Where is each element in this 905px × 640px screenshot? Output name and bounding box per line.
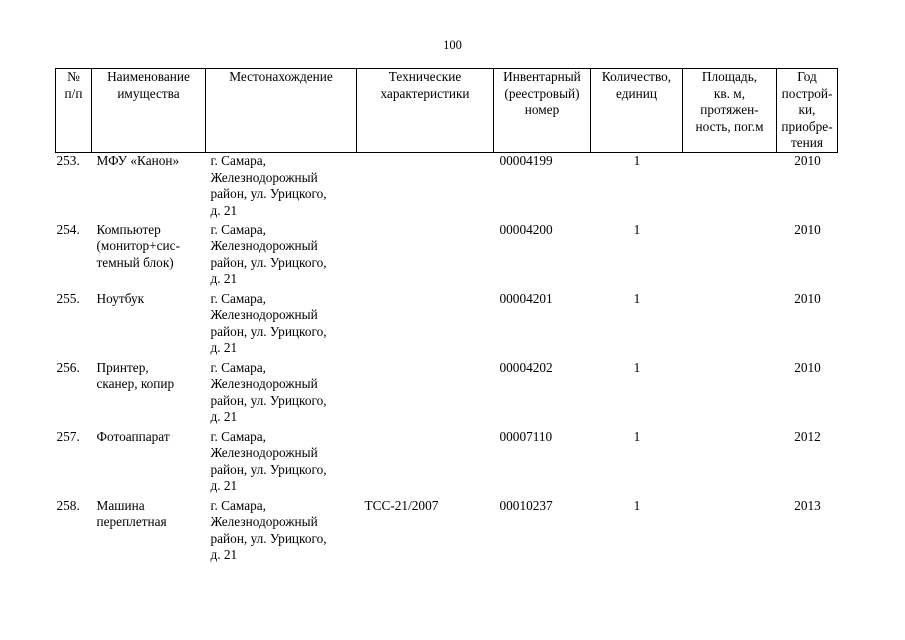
item-inventory: 00004199 — [499, 153, 553, 168]
row-number: 253. — [56, 153, 80, 168]
item-quantity: 1 — [633, 221, 641, 237]
item-quantity: 1 — [633, 497, 641, 513]
table-row — [56, 429, 838, 498]
header-quantity — [591, 69, 683, 153]
item-name: Машина переплетная — [96, 497, 167, 529]
table-row — [56, 153, 838, 222]
item-tech — [357, 153, 494, 222]
row-number: 255. — [56, 290, 80, 306]
item-area — [683, 498, 777, 567]
item-location: г. Самара, Железнодорожный район, ул. Урицкого, д. 21 — [210, 153, 327, 218]
header-area-label: Площадь, кв. м, протяжен- ность, пог.м — [695, 69, 764, 134]
item-location: г. Самара, Железнодорожный район, ул. Урицкого, д. 21 — [210, 359, 327, 424]
table-row — [56, 498, 838, 567]
item-tech — [357, 291, 494, 360]
item-location: г. Самара, Железнодорожный район, ул. Урицкого, д. 21 — [210, 221, 327, 286]
item-name: Ноутбук — [96, 290, 145, 306]
property-registry-table — [55, 68, 838, 567]
page-number: 100 — [443, 38, 462, 52]
item-year: 2010 — [794, 359, 821, 375]
header-year — [777, 69, 838, 153]
item-year: 2013 — [794, 497, 821, 513]
table-row — [56, 360, 838, 429]
item-name: Компьютер (монитор+сис- темный блок) — [96, 221, 181, 270]
item-inventory: 00004200 — [499, 221, 553, 237]
header-name — [92, 69, 206, 153]
header-area — [683, 69, 777, 153]
item-tech: ТСС-21/2007 — [364, 497, 439, 513]
table-row — [56, 291, 838, 360]
item-year: 2010 — [794, 221, 821, 237]
item-inventory: 00010237 — [499, 497, 553, 513]
header-location — [206, 69, 357, 153]
item-quantity: 1 — [633, 359, 641, 375]
header-name-label: Наименование имущества — [107, 69, 190, 101]
item-name: Принтер, сканер, копир — [96, 359, 175, 391]
header-year-label: Год построй- ки, приобре- тения — [781, 69, 833, 150]
item-location: г. Самара, Железнодорожный район, ул. Урицкого, д. 21 — [210, 290, 327, 355]
item-quantity: 1 — [633, 153, 641, 168]
header-number — [56, 69, 92, 153]
header-inventory — [494, 69, 591, 153]
item-area — [683, 429, 777, 498]
item-location: г. Самара, Железнодорожный район, ул. Урицкого, д. 21 — [210, 428, 327, 493]
item-name: Фотоаппарат — [96, 428, 170, 444]
item-name: МФУ «Канон» — [96, 153, 180, 168]
header-tech — [357, 69, 494, 153]
row-number: 257. — [56, 428, 80, 444]
item-quantity: 1 — [633, 290, 641, 306]
item-inventory: 00004202 — [499, 359, 553, 375]
header-inventory-label: Инвентарный (реестровый) номер — [503, 69, 581, 117]
item-inventory: 00007110 — [499, 428, 553, 444]
header-quantity-label: Количество, единиц — [601, 69, 672, 101]
item-tech — [357, 222, 494, 291]
header-location-label: Местонахождение — [229, 69, 333, 84]
item-year: 2012 — [794, 428, 821, 444]
row-number: 258. — [56, 497, 80, 513]
item-quantity: 1 — [633, 428, 641, 444]
item-inventory: 00004201 — [499, 290, 553, 306]
item-area — [683, 222, 777, 291]
item-area — [683, 291, 777, 360]
item-location: г. Самара, Железнодорожный район, ул. Урицкого, д. 21 — [210, 497, 327, 562]
table-row — [56, 222, 838, 291]
item-area — [683, 360, 777, 429]
item-tech — [357, 360, 494, 429]
item-year: 2010 — [794, 290, 821, 306]
item-area — [683, 153, 777, 222]
item-tech — [357, 429, 494, 498]
header-tech-label: Технические характеристики — [380, 69, 470, 101]
row-number: 254. — [56, 221, 80, 237]
row-number: 256. — [56, 359, 80, 375]
header-number-label: № п/п — [64, 69, 83, 101]
item-year: 2010 — [794, 153, 821, 168]
header-row — [56, 69, 838, 153]
